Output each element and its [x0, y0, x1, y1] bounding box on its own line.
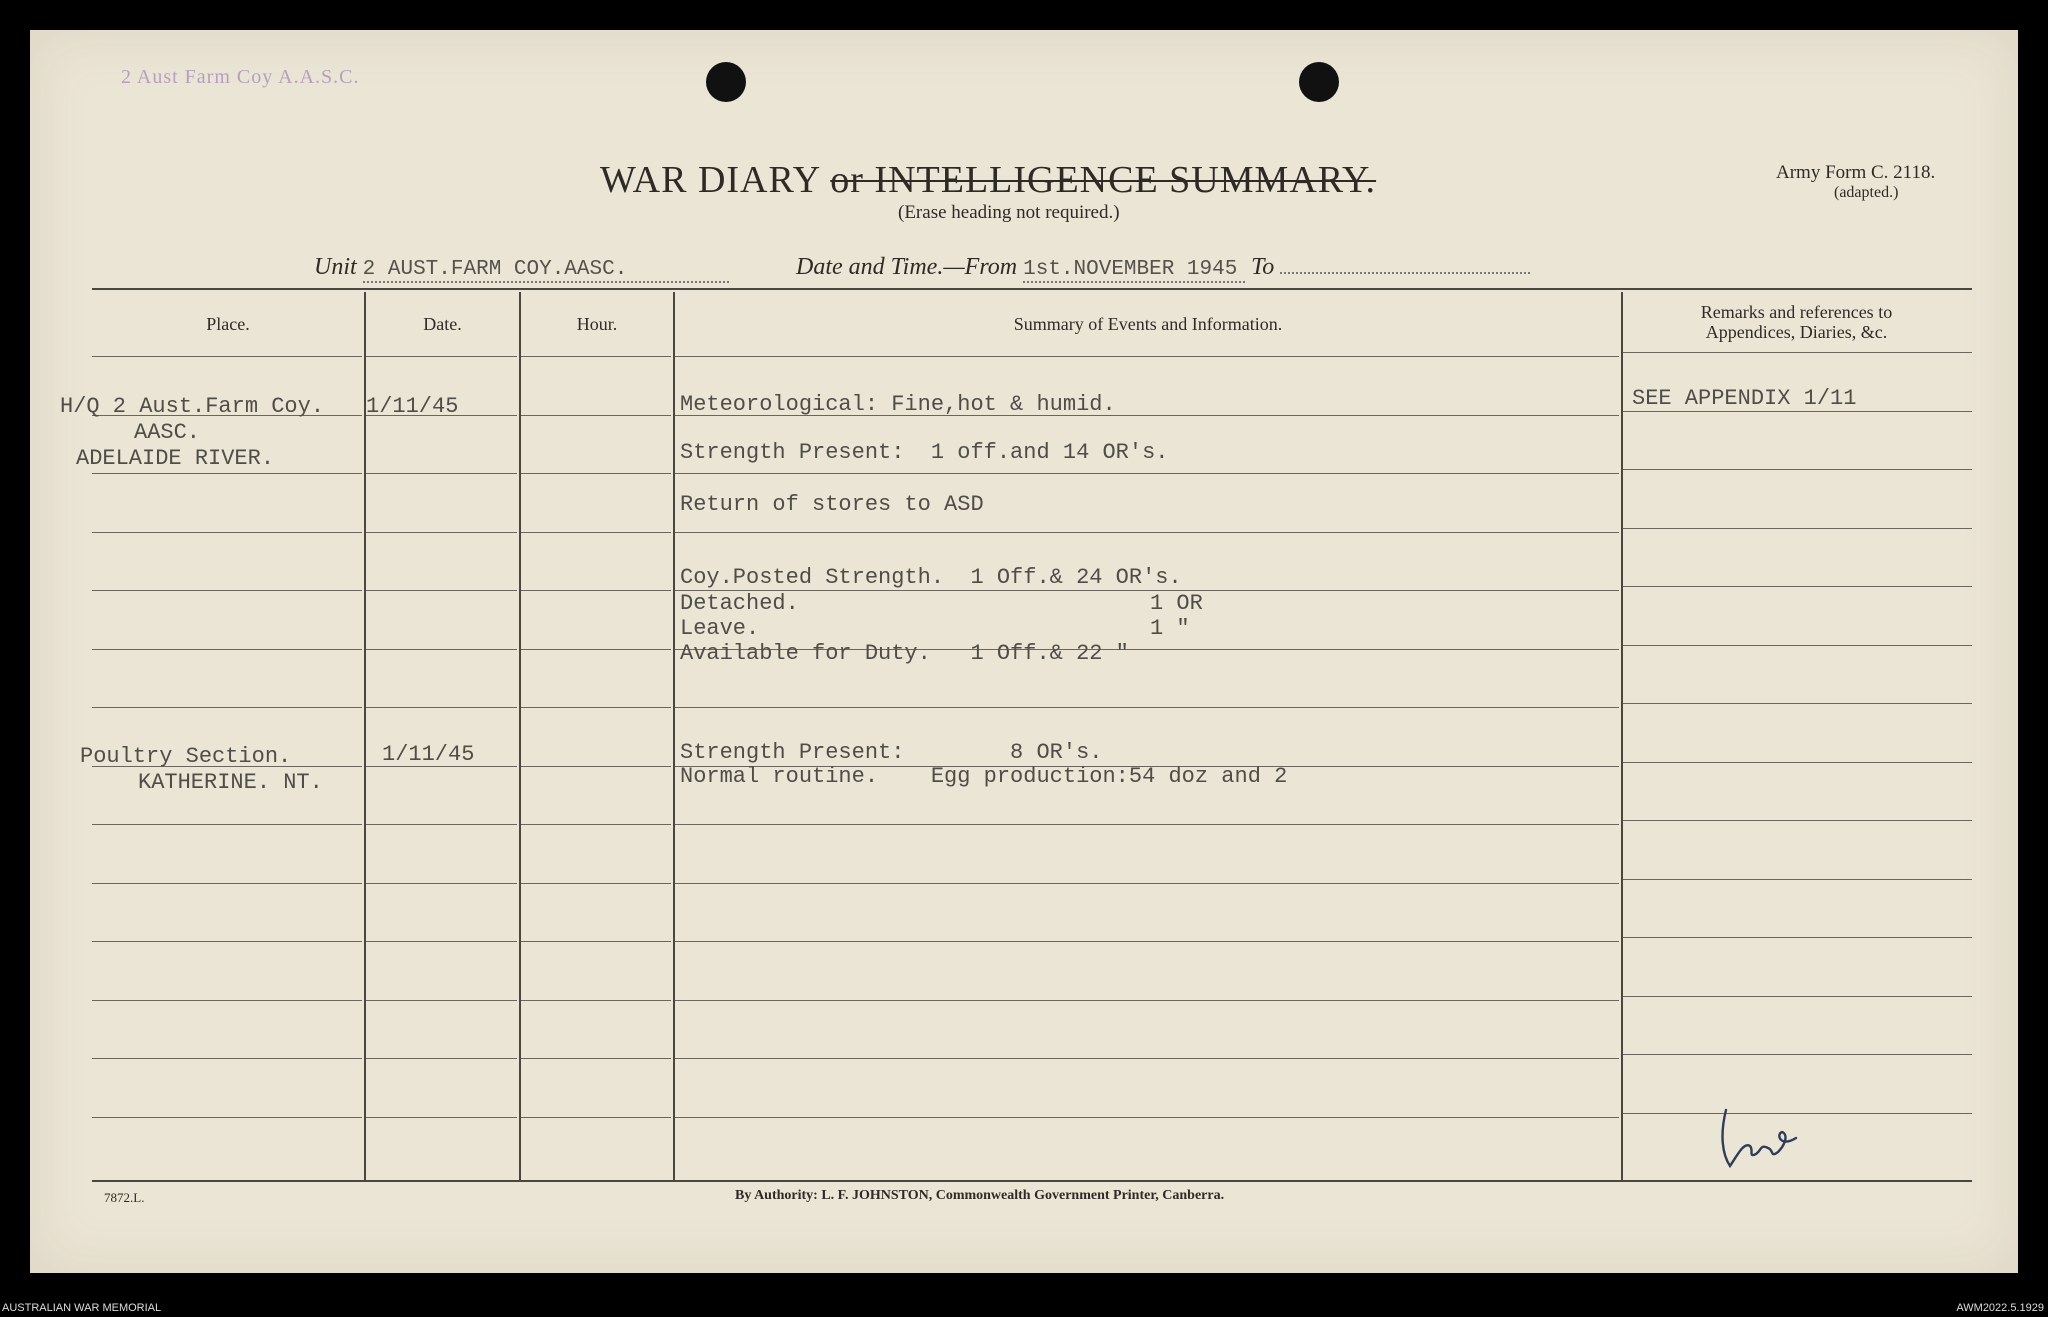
handwritten-signature: [1716, 1104, 1806, 1174]
ruled-line: [366, 649, 517, 650]
ruled-line: [675, 824, 1619, 825]
poultry-routine: Normal routine. Egg production:54 doz and 2: [680, 764, 1288, 789]
ruled-line: [1623, 996, 1972, 997]
ruled-line: [366, 824, 517, 825]
hq-leave-label: Leave.: [680, 616, 760, 641]
ruled-line: [675, 1000, 1619, 1001]
ruled-line: [1623, 1054, 1972, 1055]
header-remarks-line-2: Appendices, Diaries, &c.: [1705, 322, 1888, 342]
ruled-line: [92, 707, 362, 708]
header-summary: Summary of Events and Information.: [1013, 314, 1283, 334]
ruled-line: [521, 824, 671, 825]
ruled-line: [366, 883, 517, 884]
ruled-line: [1623, 586, 1972, 587]
ruled-line: [521, 415, 671, 416]
ruled-line: [1623, 762, 1972, 763]
unit-value: 2 AUST.FARM COY.AASC.: [362, 258, 628, 281]
hq-date: 1/11/45: [366, 394, 459, 419]
column-divider-place: [364, 292, 366, 1180]
punch-hole-left: [706, 62, 746, 102]
poultry-date: 1/11/45: [382, 742, 475, 767]
hq-meteorological: Meteorological: Fine,hot & humid.: [680, 392, 1116, 417]
header-hour: Hour.: [576, 314, 618, 334]
ruled-line: [92, 941, 362, 942]
ruled-line: [92, 649, 362, 650]
hq-available-for-duty: Available for Duty. 1 Off.& 22 ": [680, 641, 1129, 666]
ruled-line: [92, 1000, 362, 1001]
ruled-line: [521, 532, 671, 533]
table-bottom-border: [92, 1180, 1972, 1182]
ruled-line: [1623, 469, 1972, 470]
ruled-line: [521, 1058, 671, 1059]
title-war-diary: WAR DIARY: [600, 159, 820, 201]
poultry-strength-present: Strength Present: 8 OR's.: [680, 740, 1103, 765]
ruled-line: [1623, 411, 1972, 412]
hq-place-line-1: H/Q 2 Aust.Farm Coy.: [60, 394, 325, 419]
ruled-line: [1623, 703, 1972, 704]
form-number: 7872.L.: [104, 1190, 145, 1205]
ruled-line: [92, 356, 362, 357]
ruled-line: [1623, 352, 1972, 353]
ruled-line: [521, 590, 671, 591]
unit-label: Unit: [314, 254, 357, 280]
ruled-line: [521, 473, 671, 474]
header-remarks-line-1: Remarks and references to: [1700, 302, 1893, 322]
ruled-line: [521, 1117, 671, 1118]
hq-strength-present: Strength Present: 1 off.and 14 OR's.: [680, 440, 1169, 465]
header-place: Place.: [206, 314, 250, 334]
ruled-line: [366, 1117, 517, 1118]
ruled-line: [366, 707, 517, 708]
ruled-line: [92, 883, 362, 884]
hq-place-line-3: ADELAIDE RIVER.: [76, 446, 275, 471]
army-form-label: Army Form C. 2118.: [1776, 162, 1936, 183]
ruled-line: [675, 941, 1619, 942]
table-top-border: [92, 288, 1972, 290]
hq-return-of-stores: Return of stores to ASD: [680, 492, 984, 517]
date-value: 1st.NOVEMBER 1945: [1023, 258, 1238, 281]
date-field: [796, 254, 1530, 283]
ruled-line: [92, 1058, 362, 1059]
ruled-line: [366, 532, 517, 533]
ruled-line: [92, 1117, 362, 1118]
ruled-line: [1623, 528, 1972, 529]
ruled-line: [675, 707, 1619, 708]
hq-detached-label: Detached.: [680, 591, 799, 616]
ruled-line: [366, 356, 517, 357]
hq-detached-value: 1 OR: [1150, 591, 1203, 616]
form-title: [600, 158, 1376, 202]
ruled-line: [92, 532, 362, 533]
ruled-line: [1623, 879, 1972, 880]
column-divider-summary: [1621, 292, 1623, 1180]
ruled-line: [366, 590, 517, 591]
ruled-line: [675, 473, 1619, 474]
ruled-line: [675, 883, 1619, 884]
ruled-line: [675, 1117, 1619, 1118]
to-label: To: [1251, 254, 1275, 280]
archive-caption-right: AWM2022.5.1929: [1956, 1302, 2044, 1314]
ruled-line: [92, 824, 362, 825]
hq-place-line-2: AASC.: [134, 420, 201, 445]
hq-posted-strength: Coy.Posted Strength. 1 Off.& 24 OR's.: [680, 565, 1182, 590]
ruled-line: [366, 1058, 517, 1059]
header-date: Date.: [423, 314, 462, 334]
ruled-line: [521, 883, 671, 884]
printer-authority: By Authority: L. F. JOHNSTON, Commonwealth Government Printer, Canberra.: [735, 1188, 1225, 1203]
hq-leave-value: 1 ": [1150, 616, 1190, 641]
poultry-place-line-2: KATHERINE. NT.: [138, 770, 323, 795]
ruled-line: [521, 356, 671, 357]
ruled-line: [521, 707, 671, 708]
ruled-line: [366, 473, 517, 474]
unit-stamp: 2 Aust Farm Coy A.A.S.C.: [121, 66, 360, 88]
unit-field: [314, 254, 729, 283]
poultry-place-line-1: Poultry Section.: [80, 744, 292, 769]
column-divider-hour: [673, 292, 675, 1180]
ruled-line: [366, 1000, 517, 1001]
ruled-line: [366, 941, 517, 942]
ruled-line: [521, 649, 671, 650]
ruled-line: [675, 1058, 1619, 1059]
erase-note: (Erase heading not required.): [898, 202, 1120, 223]
ruled-line: [1623, 820, 1972, 821]
ruled-line: [521, 1000, 671, 1001]
ruled-line: [1623, 937, 1972, 938]
archive-caption-left: AUSTRALIAN WAR MEMORIAL: [2, 1302, 162, 1314]
ruled-line: [521, 766, 671, 767]
ruled-line: [521, 941, 671, 942]
ruled-line: [675, 356, 1619, 357]
punch-hole-right: [1299, 62, 1339, 102]
ruled-line: [675, 532, 1619, 533]
ruled-line: [675, 590, 1619, 591]
title-struck-text: or INTELLIGENCE SUMMARY.: [830, 159, 1377, 201]
adapted-label: (adapted.): [1834, 184, 1899, 201]
date-label: Date and Time.—From: [796, 254, 1018, 280]
ruled-line: [92, 473, 362, 474]
ruled-line: [1623, 645, 1972, 646]
remarks-see-appendix: SEE APPENDIX 1/11: [1632, 386, 1857, 411]
ruled-line: [92, 590, 362, 591]
column-divider-date: [519, 292, 521, 1180]
